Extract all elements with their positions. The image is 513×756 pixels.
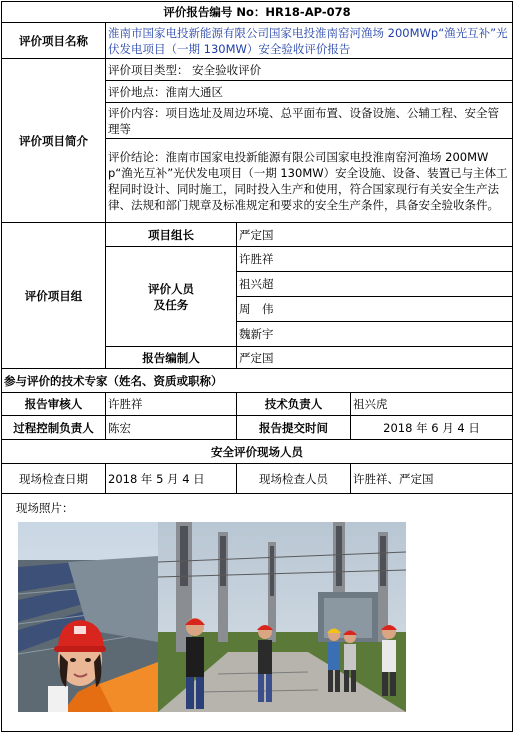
evaluator-name: 周 伟 xyxy=(237,297,513,322)
team-label: 评价项目组 xyxy=(2,223,106,369)
report-number-row xyxy=(2,2,513,23)
team-leader-row xyxy=(2,223,513,247)
submit-time-value: 2018 年 6 月 4 日 xyxy=(351,416,513,440)
inspectors-value: 许胜祥、严定国 xyxy=(351,464,513,494)
inspection-date-label: 现场检查日期 xyxy=(2,464,106,494)
evaluator-name: 魏新宇 xyxy=(237,322,513,347)
site-photo-substation xyxy=(158,522,406,712)
process-lead-label: 过程控制负责人 xyxy=(2,416,106,440)
photos-label: 现场照片： xyxy=(16,501,74,515)
summary-type: 评价项目类型： 安全验收评价 xyxy=(106,59,513,81)
site-photo-selfie-image xyxy=(18,522,158,712)
photos-row xyxy=(2,494,513,732)
site-photos xyxy=(18,522,408,712)
process-lead-value: 陈宏 xyxy=(106,416,237,440)
compiler-value: 严定国 xyxy=(237,347,513,369)
summary-type-row xyxy=(2,59,513,81)
evaluator-name: 祖兴超 xyxy=(237,272,513,297)
summary-conclusion: 评价结论：淮南市国家电投新能源有限公司国家电投淮南窑河渔场 200MWp“渔光互补”光伏发电项目（一期 130MW）安全设施、设备、装置已与主体工程同时设计、同时施工，同时投入生产和使用，符合国家现行有关安全生产法律、法规和部门规章及标准规定和要求的安全生产条件，具备安全验收条件。 xyxy=(106,139,513,223)
project-name-label: 评价项目名称 xyxy=(2,23,106,59)
report-number: 评价报告编号 No：HR18-AP-078 xyxy=(2,2,513,23)
project-name-row xyxy=(2,23,513,59)
summary-location: 评价地点：淮南大通区 xyxy=(106,81,513,103)
evaluator-name: 许胜祥 xyxy=(237,247,513,272)
submit-time-label: 报告提交时间 xyxy=(237,416,351,440)
summary-content: 评价内容：项目选址及周边环境、总平面布置、设备设施、公辅工程、安全管理等 xyxy=(106,103,513,139)
onsite-title-row xyxy=(2,440,513,464)
site-photo-selfie xyxy=(18,522,158,712)
reviewer-row xyxy=(2,393,513,416)
project-name-value: 淮南市国家电投新能源有限公司国家电投淮南窑河渔场 200MWp“渔光互补”光伏发电项目（一期 130MW）安全验收评价报告 xyxy=(106,23,513,59)
reviewer-value: 许胜祥 xyxy=(106,393,237,416)
evaluators-label xyxy=(106,247,237,347)
experts-row xyxy=(2,369,513,393)
site-photo-substation-image xyxy=(158,522,406,712)
reviewer-label: 报告审核人 xyxy=(2,393,106,416)
team-leader-value: 严定国 xyxy=(237,223,513,247)
inspectors-label: 现场检查人员 xyxy=(237,464,351,494)
summary-label: 评价项目简介 xyxy=(2,59,106,223)
photos-cell xyxy=(2,494,513,732)
evaluation-report-sheet xyxy=(1,1,512,732)
inspection-row xyxy=(2,464,513,494)
compiler-label: 报告编制人 xyxy=(106,347,237,369)
tech-lead-label: 技术负责人 xyxy=(237,393,351,416)
tech-lead-value: 祖兴虎 xyxy=(351,393,513,416)
team-leader-label: 项目组长 xyxy=(106,223,237,247)
evaluators-label-line2: 及任务 xyxy=(153,297,189,312)
onsite-title: 安全评价现场人员 xyxy=(2,440,513,464)
report-table xyxy=(1,1,513,732)
evaluators-label-line1: 评价人员 xyxy=(148,281,194,296)
experts-label: 参与评价的技术专家（姓名、资质或职称） xyxy=(2,369,513,393)
process-row xyxy=(2,416,513,440)
inspection-date-value: 2018 年 5 月 4 日 xyxy=(106,464,237,494)
